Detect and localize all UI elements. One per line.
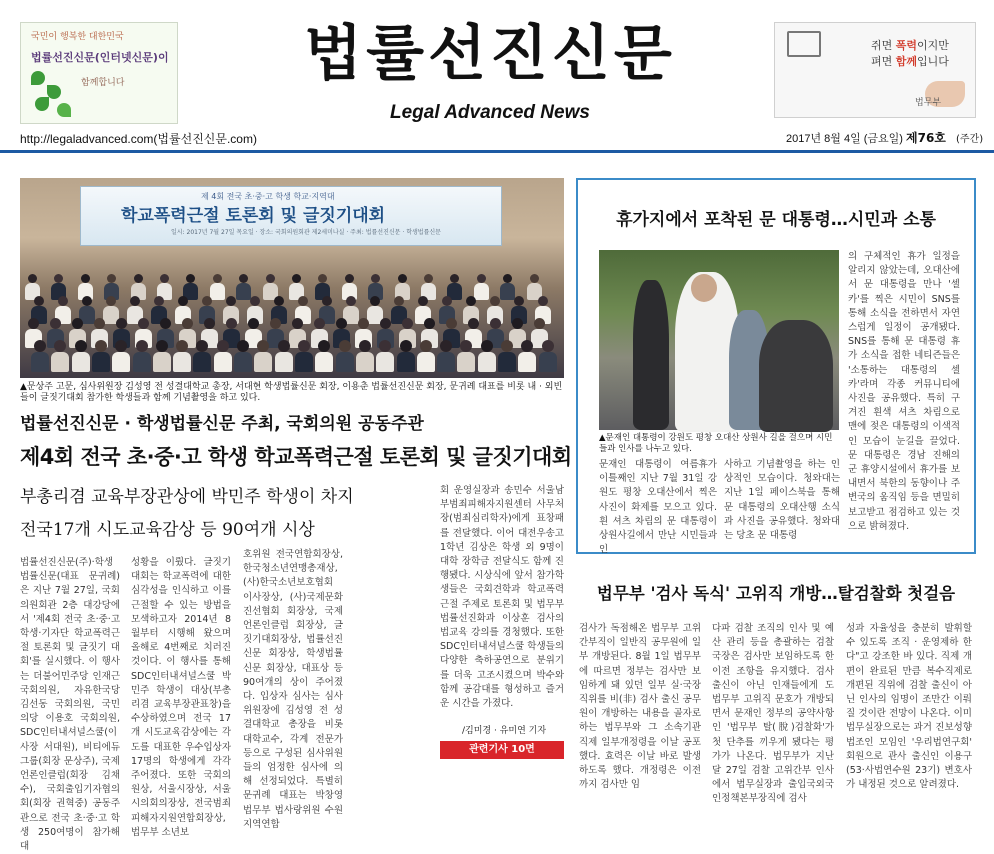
crowd-head	[292, 318, 303, 329]
crowd-head	[270, 318, 281, 329]
crowd-body	[133, 352, 151, 372]
crowd-head	[420, 340, 432, 352]
crowd-head	[106, 296, 116, 306]
box-photo-caption: ▲문재인 대통령이 강원도 평창 오대산 상원사 길을 걸으며 시민들과 인사를 나누고 있다.	[599, 433, 833, 454]
crowd-head	[160, 318, 171, 329]
lead-subhead-1: 부총리겸 교육부장관상에 박민주 학생이 차지	[20, 487, 354, 507]
crowd-head	[468, 318, 479, 329]
lead-photo-caption: ▲문상주 고문, 심사위원장 김성영 전 성결대학교 총장, 서대현 학생법률신문 회장, 이용춘 법률선진신문 회장, 문귀례 대표를 비롯 내 · 외빈들이 글짓기대회 참가한 학생들과 함께 기념촬영을 하고 있다.	[20, 382, 563, 403]
face-shape	[691, 274, 717, 302]
crowd-head	[446, 318, 457, 329]
bottom-body-column-1: 검사가 독점해온 법무부 고위간부직이 일반직 공무원에 일부 개방된다. 8월 1일 법무부에 따르면 정부는 검사만 보임하게 돼 있던 일부 실·국장 직위를 비(非) 검사 출신 공무원이 개방하는 내용을 골자로 하는 법무부와 그 소속기관 직제 일부개정령을 이날 공포했다. 효력은 이날 바로 발생하도록 했다. 개정령은 이전까지 검사만 임	[579, 623, 701, 791]
crowd-head	[398, 274, 407, 283]
issue-date: 2017년 8월 4일 (금요일)	[786, 133, 903, 145]
crowd-head	[336, 318, 347, 329]
crowd-head	[514, 296, 524, 306]
clover-icon	[57, 103, 71, 117]
person-figure	[633, 280, 669, 430]
crowd-head	[521, 340, 533, 352]
crowd-body	[236, 283, 251, 300]
crowd-head	[239, 274, 248, 283]
crowd-head	[318, 340, 330, 352]
crowd-body	[153, 352, 171, 372]
house-icon	[787, 31, 821, 57]
crowd-head	[176, 340, 188, 352]
crowd-head	[81, 274, 90, 283]
crowd-head	[250, 296, 260, 306]
crowd-head	[182, 318, 193, 329]
crowd-body	[214, 352, 232, 372]
person-figure	[759, 320, 833, 432]
crowd-body	[112, 352, 130, 372]
crowd-head	[380, 318, 391, 329]
crowd-body	[295, 352, 313, 372]
crowd-head	[359, 340, 371, 352]
box-article-photo[interactable]	[599, 250, 839, 430]
box-body-right: 의 구체적인 휴가 일정을 알리지 않았는데, 오대산에서 문 대통령을 만나 '셀카'를 찍은 시민이 SNS를 통해 소식을 전하면서 자연스럽게 일정이 공개됐다. SNS를 통해 문 대통령 휴가 소식을 접한 네티즌들은 '소통하는 대통령의 셀카'라며 각종 커뮤니티에 사진을 공유했다. 특히 구겨진 흰색 셔츠 차림으로 맨에 젖은 대통령의 이색적인 모습이 눈길을 끌었다. 문 대통령은 경남 진해의 군 휴양시설에서 휴가를 보내면서 북한의 동향이나 주변국의 움직임 등을 면밀히 보고받고 점검하고 있는 것으로 밝혀졌다.	[848, 251, 960, 532]
banner-title: 학교폭력근절 토론회 및 글짓기대회	[121, 206, 386, 226]
crowd-head	[298, 296, 308, 306]
lead-body-column-3: 호위원 전국연합회장상, 한국청소년연맹총재상, (사)한국소년보호협회 이사장상, (사)국제문화진선협회 회장상, 국제언론인클럽 회장상, 글짓기대회장상, 법률선진신문 회장상, 학생법률신문 회장상, 대표상 등 90여개의 상이 주어졌다. 입상자 심사는 심사위원장에 김성영 전 성결대학교 총장을 비롯 대학교수, 각계 전문가 등으로 구성된 심사위원들의 엄정한 심사에 의해 선정되었다. 특별히 문귀례 대표는 박창영 법무부 법사랑위원 수원지역연합	[243, 549, 343, 830]
crowd-body	[437, 352, 455, 372]
crowd-head	[178, 296, 188, 306]
crowd-head	[130, 296, 140, 306]
crowd-body	[275, 352, 293, 372]
crowd-head	[72, 318, 83, 329]
lead-body-column-1: 법률선진신문(주)·학생법률신문(대표 문귀례)은 지난 7월 27일, 국회의원회관 2층 대강당에서 '제4회 전국 초·중·고 학생·기자단 학교폭력근절 토론회 및 글짓기 대회'를 실시했다. 이 행사는 더불어민주당 인재근 국회의원, 자유한국당 김선동 국회의원, 국민의당 이용호 국회의원, SDC인터내셔널스쿨(이사장 서대원), 비티에듀그룹(회장 문상주), 국제언론인클럽(회장 김채수), 국회출입기자협의회(회장 권혁중) 공동주관으로 전국 초·중·고 학생 250여명이 참가해 대	[20, 557, 120, 853]
header-right-ad[interactable]	[774, 22, 976, 118]
clover-icon	[31, 71, 45, 85]
left-ad-line2: 법률선진신문(인터넷신문)이	[31, 51, 169, 64]
crowd-head	[477, 274, 486, 283]
crowd-body	[498, 352, 516, 372]
crowd-head	[370, 296, 380, 306]
crowd-head	[442, 296, 452, 306]
clover-icon	[47, 85, 61, 99]
crowd-body	[31, 352, 49, 372]
crowd-head	[58, 296, 68, 306]
crowd-body	[539, 352, 557, 372]
crowd-body	[500, 283, 515, 300]
crowd-head	[34, 340, 46, 352]
lead-article-photo[interactable]	[20, 178, 564, 378]
box-body-col-1: 문재인 대통령이 여름휴가 이틀째인 지난 7월 31일 강원도 평창 오대산에서 찍은 사진이 화제를 모으고 있다. 흰 셔츠 차림의 문 대통령이 상원사길에서 만난 시민들과 인	[599, 459, 717, 556]
crowd-head	[138, 318, 149, 329]
crowd-body	[478, 352, 496, 372]
crowd-head	[322, 296, 332, 306]
related-article-button[interactable]: 관련기사 10면	[440, 741, 564, 759]
crowd-head	[115, 340, 127, 352]
crowd-head	[107, 274, 116, 283]
crowd-body	[173, 352, 191, 372]
crowd-head	[95, 340, 107, 352]
crowd-head	[538, 296, 548, 306]
crowd-body	[397, 352, 415, 372]
crowd-head	[196, 340, 208, 352]
crowd-body	[336, 352, 354, 372]
crowd-head	[160, 274, 169, 283]
crowd-head	[534, 318, 545, 329]
crowd-head	[490, 296, 500, 306]
crowd-head	[530, 274, 539, 283]
lead-body-column-4: 회 운영실장과 송민수 서울남부범죄피해자지원센터 사무처장(범죄심리학자)에게 표창패를 전달했다. 이어 대전우송고 1학년 김상은 학생 외 9명이 대학 장학금 전달식도 함께 진행됐다. 시상식에 앞서 참가학생들은 국회견학과 학교폭력근절 주제로 토론회 및 법무부 법률선진화과 이상훈 검사의 법교육 강의를 경청했다. 또한 SDC인터내셔널스쿨 학생들의 다양한 축하공연으로 분위기를 더욱 고조시켰으며 박수와 함께 공감대를 형성하고 즐거운 시간을 가졌다.	[440, 485, 564, 710]
crowd-head	[50, 318, 61, 329]
lead-subhead-2: 전국17개 시도교육감상 등 90여개 시상	[20, 520, 315, 540]
crowd-body	[376, 352, 394, 372]
crowd-head	[503, 274, 512, 283]
crowd-body	[193, 352, 211, 372]
crowd-head	[82, 296, 92, 306]
crowd-head	[358, 318, 369, 329]
lead-byline: /김미경 · 유미연 기자	[462, 726, 547, 736]
crowd-head	[204, 318, 215, 329]
crowd-head	[402, 318, 413, 329]
crowd-head	[292, 274, 301, 283]
crowd-body	[315, 352, 333, 372]
crowd-head	[156, 340, 168, 352]
event-banner	[80, 186, 502, 246]
crowd-head	[154, 296, 164, 306]
crowd-head	[400, 340, 412, 352]
crowd-body	[356, 352, 374, 372]
bottom-body-column-3: 성과 자율성을 충분히 발휘할 수 있도록 조직 · 운영제하 한다"고 강조한 바 있다. 직제 개편이 완료된 만큼 복수직제로 개편된 직위에 검찰 출신이 아닌 인사의 임명이 조만간 이뤄질 것이란 전망이 나온다. 이미 법무실장으로는 과거 진보성향 법조인 모임인 '우리법연구회' 회원으로 관사 출신인 이용구(53·사법연수원 23기) 변호사가 내정된 것으로 알려졌다.	[846, 623, 972, 791]
crowd-head	[278, 340, 290, 352]
crowd-head	[226, 296, 236, 306]
crowd-head	[542, 340, 554, 352]
crowd-body	[457, 352, 475, 372]
crowd-head	[28, 274, 37, 283]
crowd-head	[318, 274, 327, 283]
crowd-head	[266, 274, 275, 283]
crowd-head	[248, 318, 259, 329]
crowd-head	[379, 340, 391, 352]
crowd-body	[518, 352, 536, 372]
crowd-head	[418, 296, 428, 306]
box-body-col-2: 사하고 기념촬영을 하는 인상적인 모습이다. 청와대는 지난 1일 페이스북을 통해 문 대통령의 오대산행 소식과 사진을 공유했다. 청와대는 당초 문 대통령	[724, 459, 840, 542]
crowd-head	[237, 340, 249, 352]
crowd-body	[234, 352, 252, 372]
banner-subtext: 일시: 2017년 7월 27일 목요일 · 장소: 국회의원회관 제2세미나실 · 주최: 법률선진신문 · 학생법률신문	[171, 229, 441, 236]
crowd-head	[217, 340, 229, 352]
crowd-head	[394, 296, 404, 306]
site-url-link[interactable]: http://legaladvanced.com(법률선진신문.com)	[20, 132, 257, 146]
crowd-head	[116, 318, 127, 329]
crowd-head	[440, 340, 452, 352]
box-headline[interactable]: 휴가지에서 포착된 문 대통령…시민과 소통	[616, 210, 936, 230]
crowd-head	[481, 340, 493, 352]
crowd-body	[210, 283, 225, 300]
banner-small-text: 제 4회 전국 초·중·고 학생 학교·지역대	[201, 192, 335, 201]
crowd-head	[424, 318, 435, 329]
crowd-head	[298, 340, 310, 352]
issue-number: 제76호	[906, 131, 946, 145]
bottom-headline[interactable]: 법무부 '검사 독식' 고위직 개방…탈검찰화 첫걸음	[596, 584, 956, 603]
crowd-body	[474, 283, 489, 300]
crowd-body	[92, 352, 110, 372]
right-ad-line1: 쥐면 폭력이지만	[871, 39, 949, 52]
crowd-body	[254, 352, 272, 372]
crowd-head	[75, 340, 87, 352]
crowd-head	[424, 274, 433, 283]
crowd-head	[512, 318, 523, 329]
crowd-head	[54, 274, 63, 283]
crowd-body	[72, 352, 90, 372]
crowd-head	[346, 296, 356, 306]
crowd-head	[501, 340, 513, 352]
crowd-head	[274, 296, 284, 306]
crowd-head	[54, 340, 66, 352]
ministry-logo: 법무부	[915, 98, 942, 108]
crowd-head	[490, 318, 501, 329]
crowd-head	[371, 274, 380, 283]
crowd-head	[28, 318, 39, 329]
crowd-head	[466, 296, 476, 306]
header-left-ad[interactable]	[20, 22, 178, 124]
issue-frequency: (주간)	[956, 134, 984, 145]
crowd-head	[136, 340, 148, 352]
crowd-head	[134, 274, 143, 283]
crowd-head	[34, 296, 44, 306]
crowd-body	[417, 352, 435, 372]
masthead-subtitle: Legal Advanced News	[390, 102, 590, 123]
crowd-head	[345, 274, 354, 283]
lead-body-column-2: 성황을 이뤘다. 글짓기대회는 학교폭력에 대한 심각성을 인식하고 이를 근절할 수 있는 방법을 모색하고자 2014년 8월부터 시행해 왔으며 올해로 4번째로 치러진 것이다. 이 행사를 통해 SDC인터내셔널스쿨 박민주 학생이 대상(부총리겸 교육부장관표창)을 수상하였으며 전국 17개 시도교육감상에는 각도를 대표한 우수입상자 17명의 학생에게 각각 주어졌다. 또한 국회의원상, 서울시장상, 서울시의회의장상, 전국범죄피해자지원연합회장상, 법무부 소년보	[131, 557, 231, 838]
lead-kicker: 법률선진신문 · 학생법률신문 주최, 국회의원 공동주관	[20, 414, 424, 434]
right-ad-line2: 펴면 함께입니다	[871, 55, 949, 68]
crowd-head	[339, 340, 351, 352]
masthead-logo[interactable]: 법률선진신문	[304, 19, 676, 89]
crowd-head	[450, 274, 459, 283]
header-divider	[0, 150, 994, 153]
crowd-head	[314, 318, 325, 329]
left-ad-line1: 국민이 행복한 대한민국	[31, 32, 124, 42]
crowd-head	[202, 296, 212, 306]
bottom-body-column-2: 다파 검찰 조직의 인사 및 예산 관리 등을 총괄하는 검찰국장은 검사만 보임하도록 한 이전 조항을 유지했다. 검사 출신이 아닌 인재들에게 도 법무부 고위직 문호가 개방되면서 문재인 정부의 공약사항인 '법무부 탈(脫)검찰화'가 첫 단추를 끼우게 됐다는 평가가 나온다. 법무부가 지난달 27일 검찰 고위간부 인사에서 법무실장과 출입국외국인정책본부장직에 검사	[712, 623, 834, 805]
crowd-head	[460, 340, 472, 352]
crowd-body	[51, 352, 69, 372]
crowd-head	[94, 318, 105, 329]
crowd-head	[213, 274, 222, 283]
crowd-head	[186, 274, 195, 283]
crowd-head	[226, 318, 237, 329]
lead-headline[interactable]: 제4회 전국 초·중·고 학생 학교폭력근절 토론회 및 글짓기대회	[20, 445, 572, 469]
left-ad-line3: 함께합니다	[81, 78, 125, 88]
crowd-head	[257, 340, 269, 352]
clover-icon	[35, 97, 49, 111]
